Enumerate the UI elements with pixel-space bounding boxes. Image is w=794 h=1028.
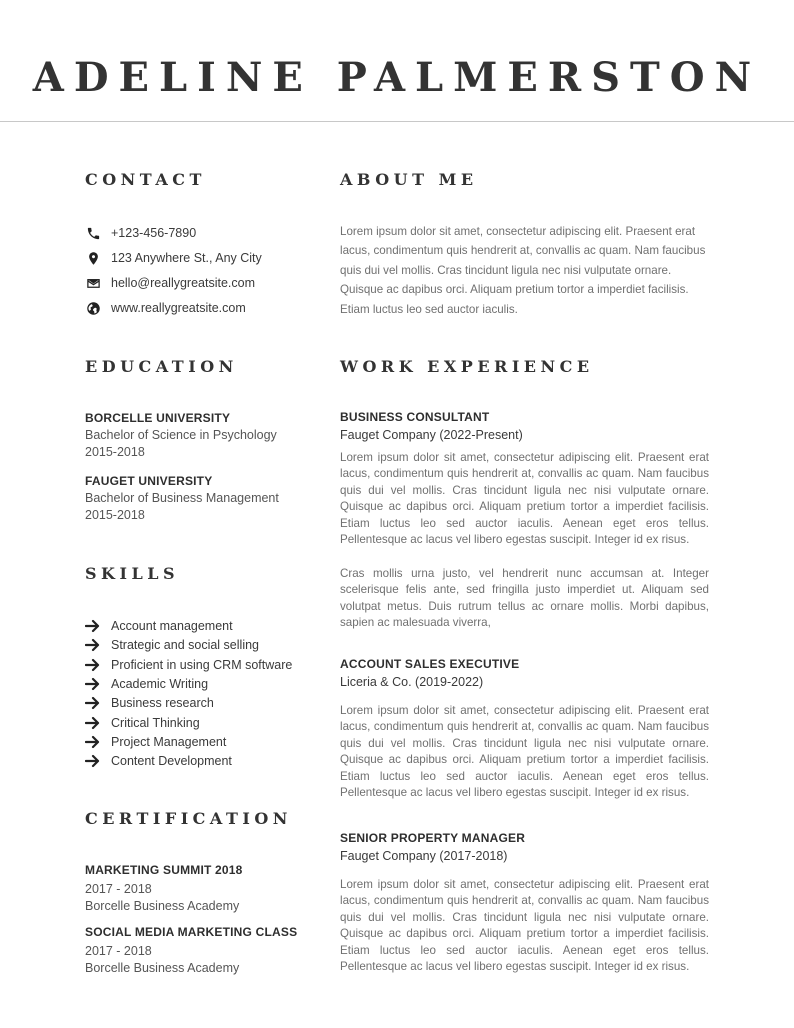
skill-label: Proficient in using CRM software — [111, 657, 293, 672]
certification-issuer: Borcelle Business Academy — [85, 899, 240, 913]
arrow-right-icon — [85, 638, 101, 652]
job-company: Fauget Company (2022-Present) — [340, 428, 523, 442]
arrow-right-icon — [85, 754, 101, 768]
about-text: Lorem ipsum dolor sit amet, consectetur adipiscing elit. Praesent erat lacus, condimentum quis hendrerit at, convallis ac quam. Nam faucibus quis dui vel mollis. Cras tincidunt ligula nec nisi vulputate ornare. Quisque ac dapibus orci. Aliquam pretium tortor a imperdiet facilisis. Etiam luctus leo sed auctor iaculis. — [340, 225, 706, 316]
skill-label: Project Management — [111, 734, 227, 749]
education-degree: Bachelor of Science in Psychology — [85, 428, 277, 442]
skill-item — [85, 675, 208, 693]
skills-heading: SKILLS — [85, 564, 179, 583]
arrow-right-icon — [85, 716, 101, 730]
resume-name: ADELINE PALMERSTON — [32, 54, 762, 101]
job-title: SENIOR PROPERTY MANAGER — [340, 831, 526, 845]
contact-email — [85, 273, 255, 293]
skill-label: Business research — [111, 696, 214, 711]
skill-item — [85, 752, 232, 770]
arrow-right-icon — [85, 677, 101, 691]
contact-heading: CONTACT — [85, 170, 206, 189]
skill-label: Critical Thinking — [111, 715, 200, 730]
skill-item — [85, 617, 233, 635]
contact-address — [85, 248, 262, 268]
job-description: Lorem ipsum dolor sit amet, consectetur adipiscing elit. Praesent erat lacus, condimentum quis hendrerit at, convallis ac quam. Nam faucibus quis dui vel mollis. Cras tincidunt ligula nec nisi vulputate ornare. Quisque ac dapibus orci. Aliquam pretium tortor a imperdiet facilisis. Etiam luctus leo sed auctor iaculis. Aenean eget eros tellus. Pellentesque ac lacus vel libero egestas suscipit. Integer id ex risus. — [340, 704, 709, 800]
phone-text: +123-456-7890 — [111, 226, 197, 240]
work-heading: WORK EXPERIENCE — [340, 357, 594, 376]
address-text: 123 Anywhere St., Any City — [111, 251, 262, 265]
education-degree: Bachelor of Business Management — [85, 491, 279, 505]
skill-item — [85, 714, 200, 732]
certification-years: 2017 - 2018 — [85, 882, 152, 896]
certification-title: SOCIAL MEDIA MARKETING CLASS — [85, 925, 298, 939]
education-institution: BORCELLE UNIVERSITY — [85, 411, 231, 425]
education-years: 2015-2018 — [85, 445, 145, 459]
skill-label: Account management — [111, 619, 233, 633]
header-divider — [0, 121, 794, 122]
certification-issuer: Borcelle Business Academy — [85, 961, 240, 975]
arrow-right-icon — [85, 735, 101, 749]
skill-label: Academic Writing — [111, 676, 209, 691]
job-company: Liceria & Co. (2019-2022) — [340, 675, 484, 689]
contact-website — [85, 298, 246, 318]
phone-icon — [85, 225, 101, 241]
education-heading: EDUCATION — [85, 357, 238, 376]
certification-heading: CERTIFICATION — [85, 809, 292, 828]
location-pin-icon — [85, 250, 101, 266]
website-text[interactable]: www.reallygreatsite.com — [111, 301, 246, 315]
job-description: Lorem ipsum dolor sit amet, consectetur adipiscing elit. Praesent erat lacus, condimentum quis hendrerit at, convallis ac quam. Nam faucibus quis dui vel mollis. Cras tincidunt ligula nec nisi vulputate ornare. Quisque ac dapibus orci. Aliquam pretium tortor a imperdiet facilisis. Etiam luctus leo sed auctor iaculis. Aenean eget eros tellus. Pellentesque ac lacus vel libero egestas suscipit. Integer id ex risus. — [340, 878, 709, 974]
skill-item — [85, 636, 259, 654]
skill-item — [85, 733, 226, 751]
certification-title: MARKETING SUMMIT 2018 — [85, 863, 243, 877]
skill-item — [85, 656, 292, 674]
job-title: BUSINESS CONSULTANT — [340, 410, 490, 424]
education-years: 2015-2018 — [85, 508, 145, 522]
job-description: Lorem ipsum dolor sit amet, consectetur adipiscing elit. Praesent erat lacus, condimentum quis hendrerit at, convallis ac quam. Nam faucibus quis dui vel mollis. Cras tincidunt ligula nec nisi vulputate ornare. Quisque ac dapibus orci. Aliquam pretium tortor a imperdiet facilisis. Etiam luctus leo sed auctor iaculis. Aenean eget eros tellus. Pellentesque ac lacus vel libero egestas suscipit. Integer id ex risus. — [340, 451, 709, 547]
globe-icon — [85, 300, 101, 316]
certification-years: 2017 - 2018 — [85, 944, 152, 958]
arrow-right-icon — [85, 658, 101, 672]
arrow-right-icon — [85, 696, 101, 710]
email-text[interactable]: hello@reallygreatsite.com — [111, 276, 256, 290]
envelope-icon — [85, 275, 101, 291]
job-description: Cras mollis urna justo, vel hendrerit nunc accumsan at. Integer scelerisque felis ante, sed fringilla justo imperdiet ut. Aliquam sed volutpat metus. Duis rutrum tellus ac ornare mollis. Morbi dapibus, sapien ac malesuada viverra, — [340, 567, 709, 630]
job-company: Fauget Company (2017-2018) — [340, 849, 508, 863]
arrow-right-icon — [85, 619, 101, 633]
education-institution: FAUGET UNIVERSITY — [85, 474, 213, 488]
job-title: ACCOUNT SALES EXECUTIVE — [340, 657, 520, 671]
about-heading: ABOUT ME — [340, 170, 478, 189]
contact-phone — [85, 223, 196, 243]
skill-item — [85, 694, 214, 712]
skill-label: Strategic and social selling — [111, 638, 259, 653]
skill-label: Content Development — [111, 754, 232, 769]
